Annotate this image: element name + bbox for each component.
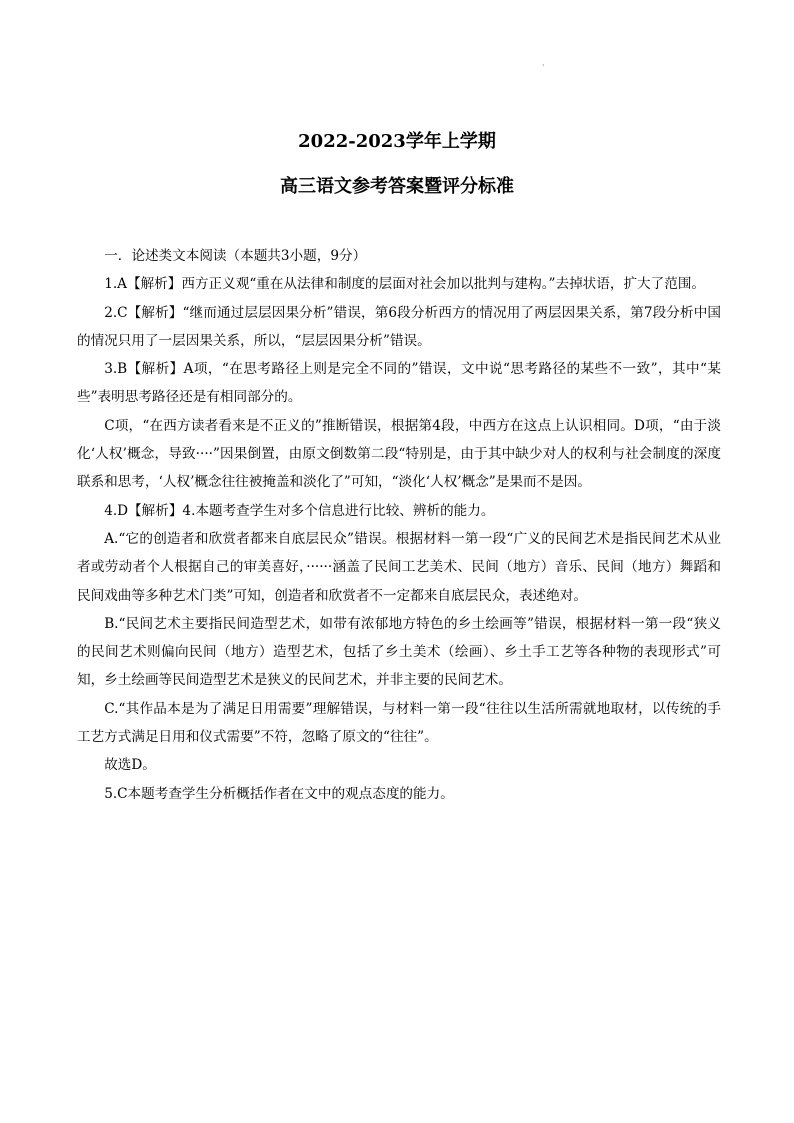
- answer-key-body: [77, 242, 721, 808]
- answer-paragraph: 4.D【解析】4.本题考查学生对多个信息进行比较、辨析的能力。: [104, 502, 495, 519]
- answer-paragraph: 故选D。: [104, 757, 156, 774]
- page-corner-mark: ·: [542, 61, 545, 70]
- document-title-subject: 高三语文参考答案暨评分标准: [280, 176, 514, 197]
- answer-paragraph: A.“它的创造者和欣赏者都来自底层民众”错误。根据材料一第一段“广义的民间艺术是指民间艺术从业者或劳动者个人根据自己的审美喜好，······涵盖了民间工艺美术、民间（地方）音乐、民间（地方）舞蹈和民间戏曲等多种艺术门类”可知，创造者和欣赏者不一定都来自底层民众，表述绝对。: [77, 530, 721, 604]
- answer-paragraph: C.“其作品本是为了满足日用需要”理解错误，与材料一第一段“往往以生活所需就地取材，以传统的手工艺方式满足日用和仪式需要”不符，忽略了原文的“往往”。: [77, 700, 721, 746]
- answer-paragraph: C项，“在西方读者看来是不正义的”推断错误，根据第4段，中西方在这点上认识相同。D项，“由于淡化‘人权’概念，导致····”因果倒置，由原文倒数第二段“特别是，由于其中缺少对人的权利与社会制度的深度联系和思考，‘人权’概念往往被掩盖和淡化了”可知，“淡化‘人权’概念”是果而不是因。: [77, 417, 721, 491]
- answer-paragraph: 5.C本题考查学生分析概括作者在文中的观点态度的能力。: [104, 785, 454, 802]
- answer-paragraph: 2.C【解析】“继而通过层层因果分析”错误，第6段分析西方的情况用了两层因果关系，第7段分析中国的情况只用了一层因果关系，所以，“层层因果分析”错误。: [77, 304, 721, 349]
- answer-paragraph: B.“民间艺术主要指民间造型艺术，如带有浓郁地方特色的乡土绘画等”错误，根据材料一第一段“狭义的民间艺术则偏向民间（地方）造型艺术，包括了乡土美术（绘画）、乡土手工艺等各种物的表现形式”可知，乡土绘画等民间造型艺术是狭义的民间艺术，并非主要的民间艺术。: [77, 615, 721, 689]
- document-title-year: 2022-2023学年上学期: [298, 131, 496, 152]
- answer-paragraph: 3.B【解析】A项，“在思考路径上则是完全不同的”错误，文中说“思考路径的某些不一致”，其中“某些”表明思考路径还是有相同部分的。: [77, 361, 721, 406]
- answer-paragraph: 1.A【解析】西方正义观“重在从法律和制度的层面对社会加以批判与建构。”去掉状语，扩大了范围。: [104, 276, 706, 293]
- section-heading: 一．论述类文本阅读（本题共3小题，9分）: [104, 248, 367, 264]
